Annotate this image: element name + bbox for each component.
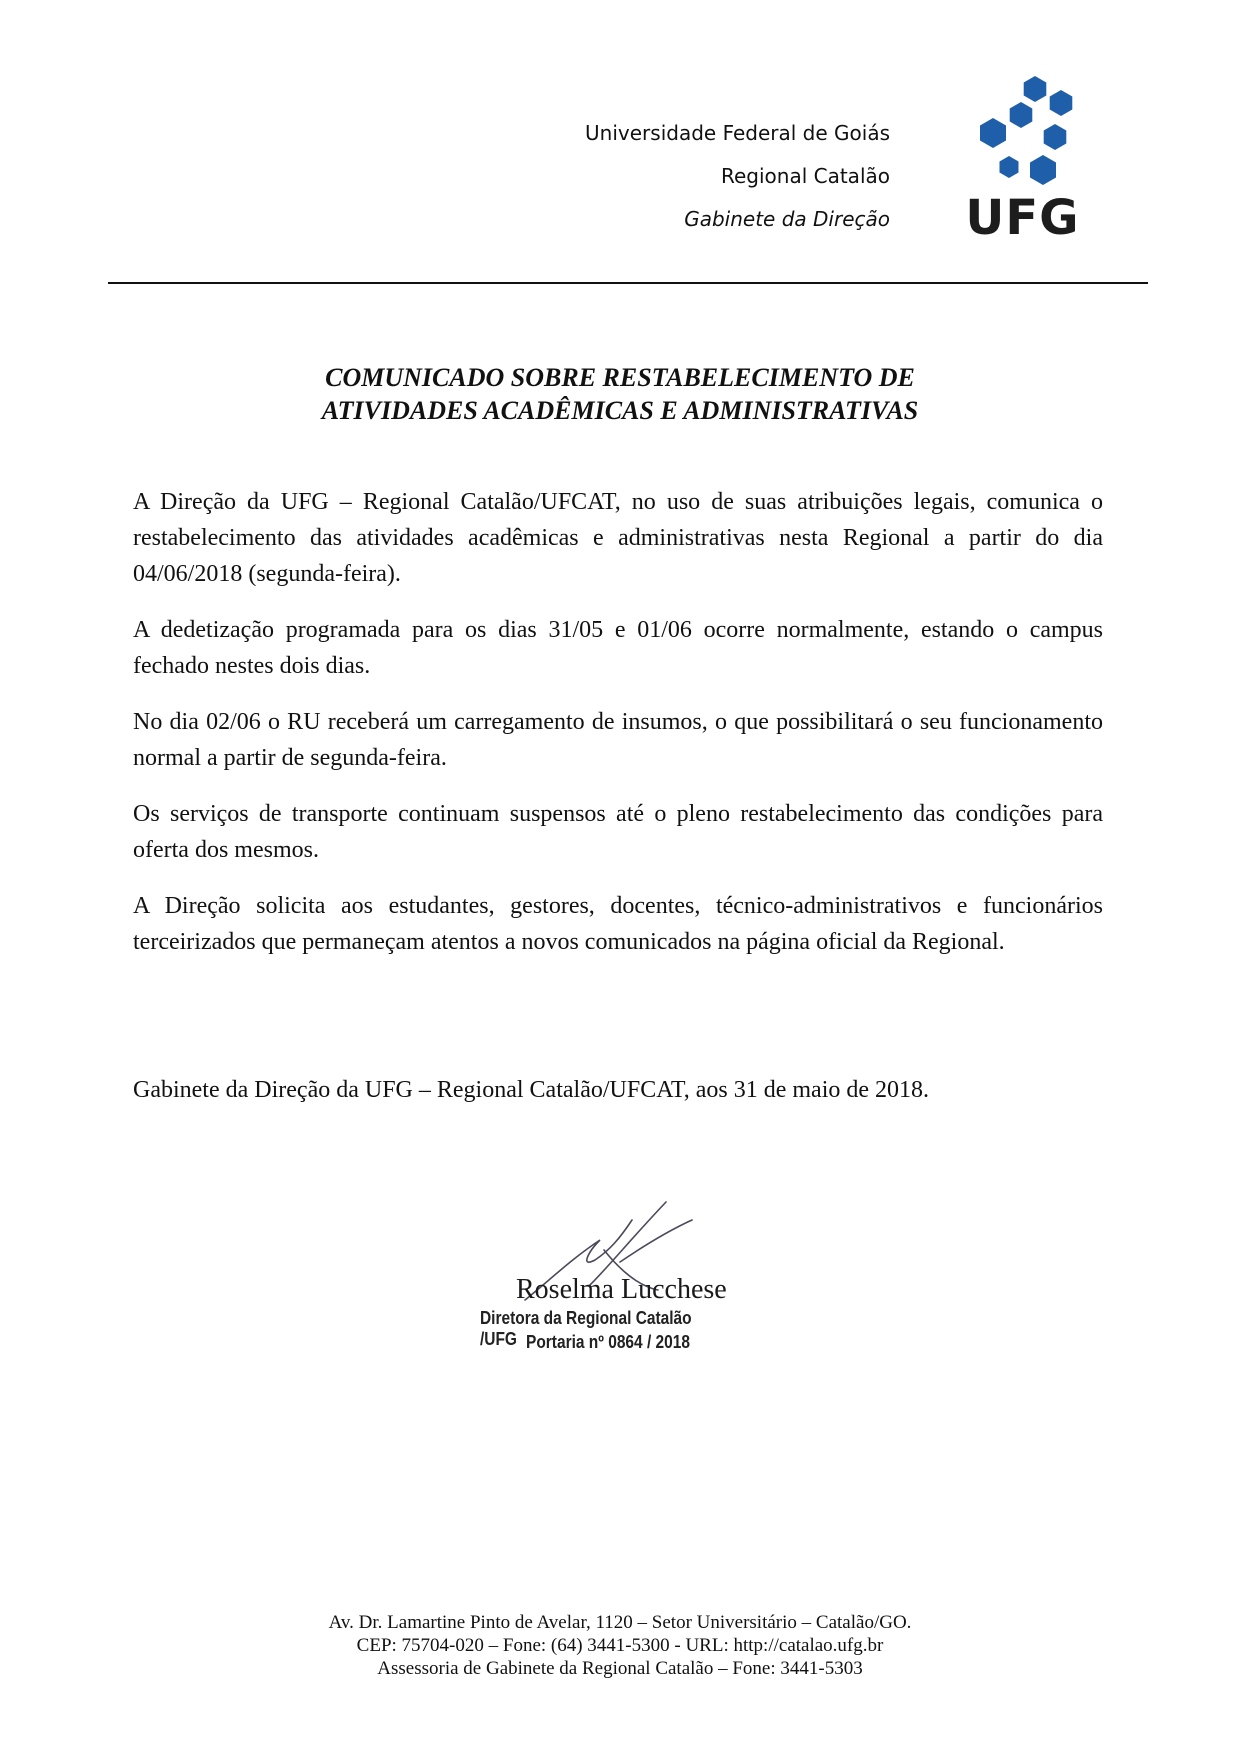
signature-block xyxy=(470,1190,770,1360)
logo-hexagon-2 xyxy=(1050,90,1073,116)
closing-line: Gabinete da Direção da UFG – Regional Catalão/UFCAT, aos 31 de maio de 2018. xyxy=(133,1077,930,1103)
hexagon-cluster-icon xyxy=(965,75,1080,190)
signatory-role: Diretora da Regional Catalão /UFG xyxy=(480,1308,692,1349)
paragraph-3: No dia 02/06 o RU receberá um carregamento de insumos, o que possibilitará o seu funcionamento normal a partir de segunda-feira. xyxy=(133,709,1103,771)
header-divider xyxy=(108,282,1148,284)
footer-line-3: Assessoria de Gabinete da Regional Catalão – Fone: 3441-5303 xyxy=(377,1658,863,1679)
footer-line-2: CEP: 75704-020 – Fone: (64) 3441-5300 - URL: http://catalao.ufg.br xyxy=(356,1635,884,1656)
ufg-logo xyxy=(965,75,1080,245)
paragraph-5: A Direção solicita aos estudantes, gestores, docentes, técnico-administrativos e funcionários terceirizados que permaneçam atentos a novos comunicados na página oficial da Regional. xyxy=(133,893,1103,955)
signatory-portaria: Portaria nº 0864 / 2018 xyxy=(526,1332,690,1352)
logo-hexagon-1 xyxy=(1024,76,1047,102)
paragraph-4: Os serviços de transporte continuam suspensos até o pleno restabelecimento das condições para oferta dos mesmos. xyxy=(133,801,1103,863)
letterhead xyxy=(0,0,1240,300)
logo-hexagon-6 xyxy=(1000,156,1019,178)
title-line-1: COMUNICADO SOBRE RESTABELECIMENTO DE xyxy=(325,363,915,392)
logo-hexagon-4 xyxy=(980,118,1006,148)
footer-line-1: Av. Dr. Lamartine Pinto de Avelar, 1120 – Setor Universitário – Catalão/GO. xyxy=(328,1612,912,1633)
logo-hexagon-3 xyxy=(1010,102,1033,128)
footer-address xyxy=(0,1611,1240,1680)
logo-wordmark: UFG xyxy=(965,190,1080,246)
signatory-name: Roselma Lucchese xyxy=(516,1274,727,1305)
institution-lines xyxy=(585,112,890,241)
document-title xyxy=(0,361,1240,427)
regional-name: Regional Catalão xyxy=(720,164,890,188)
paragraph-2: A dedetização programada para os dias 31/05 e 01/06 ocorre normalmente, estando o campus fechado nestes dois dias. xyxy=(133,617,1103,679)
title-line-2: ATIVIDADES ACADÊMICAS E ADMINISTRATIVAS xyxy=(321,396,919,425)
document-body xyxy=(133,484,1103,980)
office-name: Gabinete da Direção xyxy=(684,207,890,231)
university-name: Universidade Federal de Goiás xyxy=(585,121,890,145)
logo-hexagon-5 xyxy=(1044,124,1067,150)
logo-hexagon-7 xyxy=(1030,155,1056,185)
paragraph-1: A Direção da UFG – Regional Catalão/UFCAT, no uso de suas atribuições legais, comunica o restabelecimento das atividades acadêmicas e administrativas nesta Regional a partir do dia 04/06/2018 (segunda-feira). xyxy=(133,489,1103,587)
